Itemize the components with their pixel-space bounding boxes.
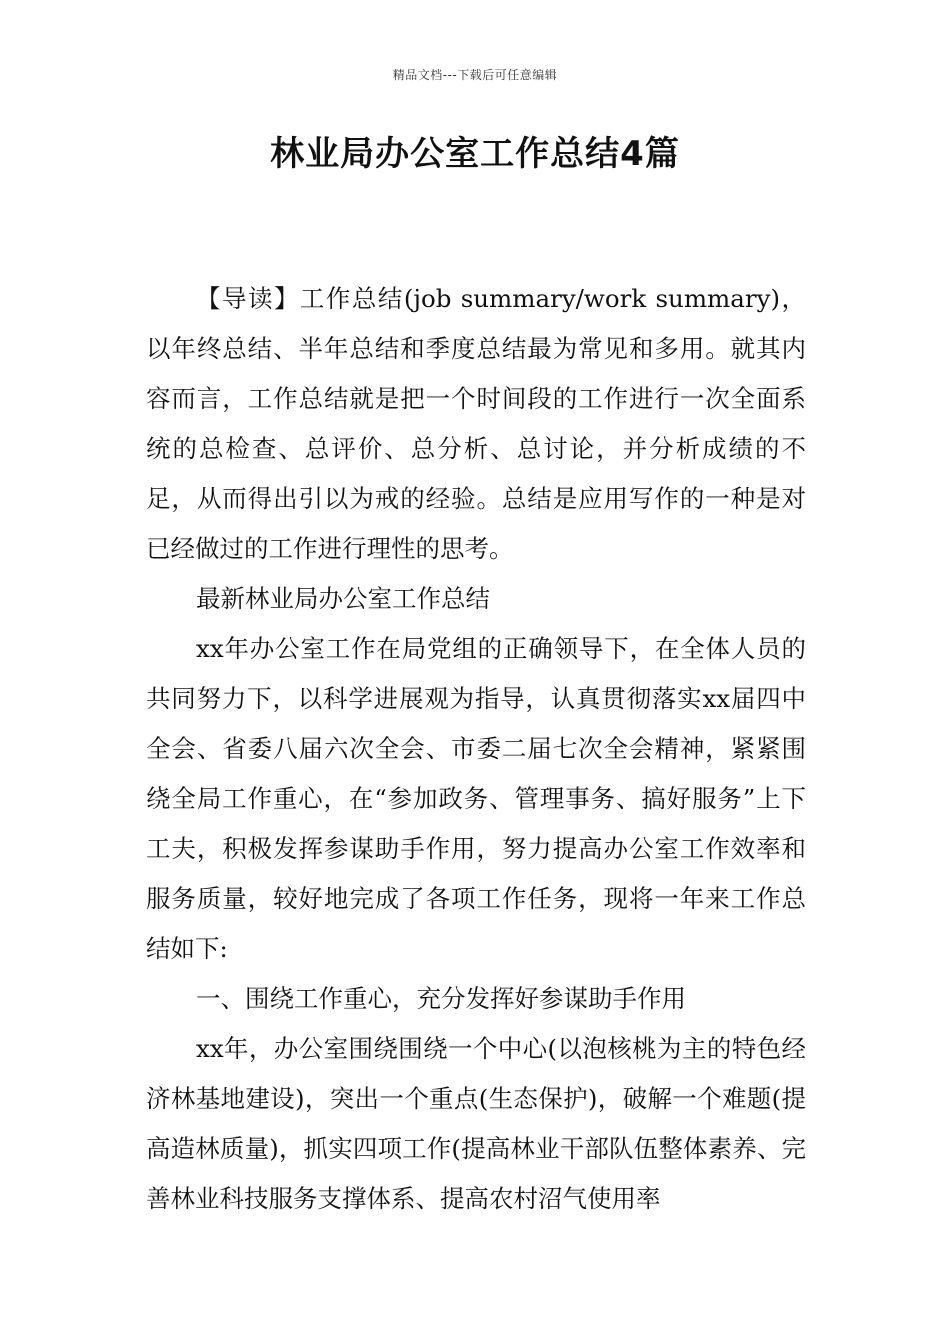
document-title: 林业局办公室工作总结4篇 [270,134,680,174]
intro-paragraph: 【导读】工作总结(job summary/work summary)，以年终总结、半年总结和季度总结最为常见和多用。就其内容而言，工作总结就是把一个时间段的工作进行一次全面系统的总检查、总评价、总分析、总讨论，并分析成绩的不足，从而得出引以为戒的经验。总结是应用写作的一种是对已经做过的工作进行理性的思考。 [146,284,806,563]
document-body [146,274,806,1224]
section-heading: 最新林业局办公室工作总结 [196,584,490,613]
body-paragraph: xx年，办公室围绕围绕一个中心(以泡核桃为主的特色经济林基地建设)，突出一个重点(生态保护)，破解一个难题(提高造林质量)，抓实四项工作(提高林业干部队伍整体素养、完善林业科技服务支撑体系、提高农村沼气使用率 [146,1034,806,1213]
body-paragraph: xx年办公室工作在局党组的正确领导下，在全体人员的共同努力下，以科学进展观为指导，认真贯彻落实xx届四中全会、省委八届六次全会、市委二届七次全会精神，紧紧围绕全局工作重心，在“参加政务、管理事务、搞好服务”上下工夫，积极发挥参谋助手作用，努力提高办公室工作效率和服务质量，较好地完成了各项工作任务，现将一年来工作总结如下: [146,634,806,963]
subsection-heading: 一、围绕工作重心，充分发挥好参谋助手作用 [196,984,686,1013]
header-note: 精品文档---下载后可任意编辑 [392,68,558,82]
